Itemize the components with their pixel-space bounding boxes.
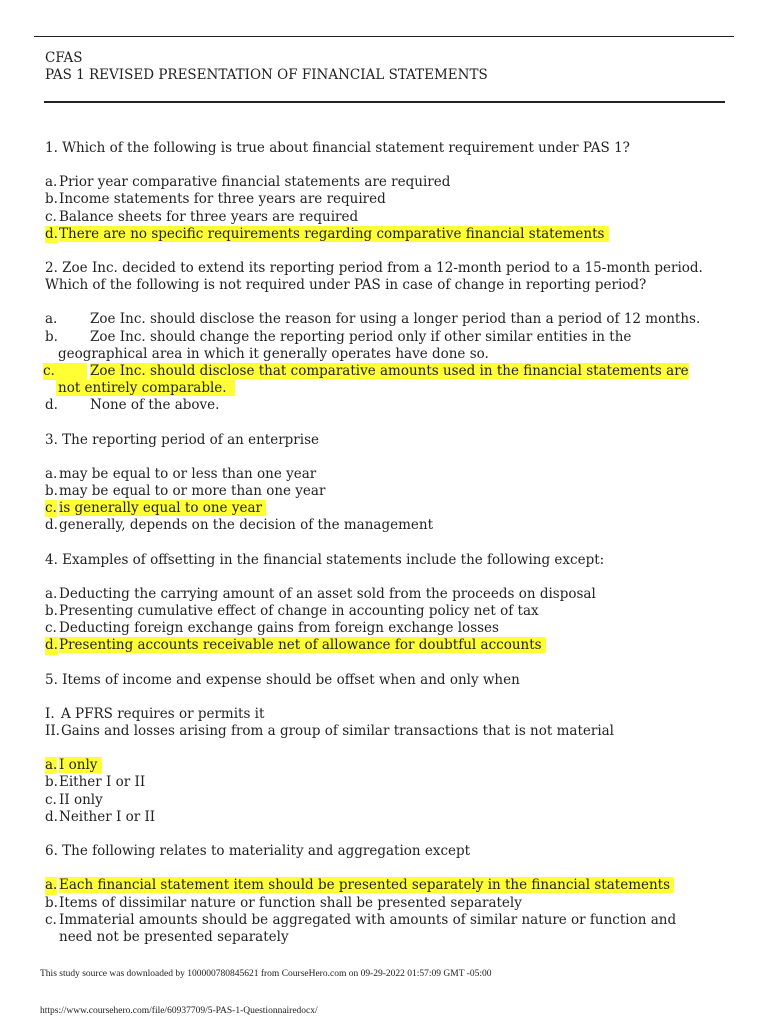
q4-option-d-answer: d. Presenting accounts receivable net of allowance for doubtful accounts [45,637,735,654]
question-5: 5. Items of income and expense should be offset when and only when [45,671,520,688]
question-6: 6. The following relates to materiality and aggregation except [45,843,471,860]
q4-option-a: a. Deducting the carrying amount of an asset sold from the proceeds on disposal [45,585,596,602]
q1-option-c: c. Balance sheets for three years are required [45,208,359,225]
source-url-link[interactable]: https://www.coursehero.com/file/60937709/5-PAS-1-Questionnairedocx/ [40,1006,318,1016]
q5-option-d: d. Neither I or II [45,808,156,825]
q5-option-c: c. II only [45,791,103,808]
q3-option-a: a. may be equal to or less than one year [45,465,317,482]
q3-option-d: d. generally, depends on the decision of the management [45,517,434,534]
question-1: 1. Which of the following is true about financial statement requirement under PAS 1? [45,140,630,156]
question-4: 4. Examples of offsetting in the financial statements include the following except: [45,551,605,568]
q5-statement-2: II. Gains and losses arising from a group of similar transactions that is not material [45,723,614,740]
q6-option-a-answer: a. Each financial statement item should be presented separately in the financial statements [45,877,735,894]
document-title: PAS 1 REVISED PRESENTATION OF FINANCIAL STATEMENTS [45,67,488,83]
q6-option-b: b. Items of dissimilar nature or function shall be presented separately [45,894,522,911]
q1-option-a: a. Prior year comparative financial statements are required [45,174,451,191]
question-2-line-1: 2. Zoe Inc. decided to extend its reporting period from a 12-month period to a 15-month period. [45,260,703,277]
q2-option-d: d. None of the above. [45,397,220,414]
top-divider [34,36,734,37]
q4-option-c: c. Deducting foreign exchange gains from foreign exchange losses [45,620,499,637]
q6-option-c: c. Immaterial amounts should be aggregated with amounts of similar nature or function and need not be presented separately [45,911,677,945]
question-3: 3. The reporting period of an enterprise [45,431,319,448]
q2-option-a: a. Zoe Inc. should disclose the reason for using a longer period than a period of 12 months. [45,311,701,328]
q4-option-b: b. Presenting cumulative effect of change in accounting policy net of tax [45,603,539,620]
header-divider [44,101,725,103]
q1-option-b: b. Income statements for three years are required [45,191,386,208]
document-header [45,50,488,84]
q1-option-d-answer: d. There are no specific requirements regarding comparative financial statements [45,226,735,243]
q5-option-b: b. Either I or II [45,774,146,791]
q2-option-b: b. Zoe Inc. should change the reporting period only if other similar entities in the geographical area in which it generally operates have done so. [45,328,632,362]
course-code: CFAS [45,50,83,66]
download-notice: This study source was downloaded by 100000780845621 from CourseHero.com on 09-29-2022 01:57:09 GMT -05:00 [40,969,492,979]
q5-statement-1: I. A PFRS requires or permits it [45,705,265,722]
questionnaire [45,140,735,946]
q3-option-b: b. may be equal to or more than one year [45,483,326,500]
q5-option-a-answer: a. I only [45,757,735,774]
q3-option-c-answer: c. is generally equal to one year [45,500,735,517]
q2-option-c-answer: c. Zoe Inc. should disclose that comparative amounts used in the financial statements are not entirely comparable. [43,363,689,397]
question-2-line-2: Which of the following is not required under PAS in case of change in reporting period? [45,277,647,294]
